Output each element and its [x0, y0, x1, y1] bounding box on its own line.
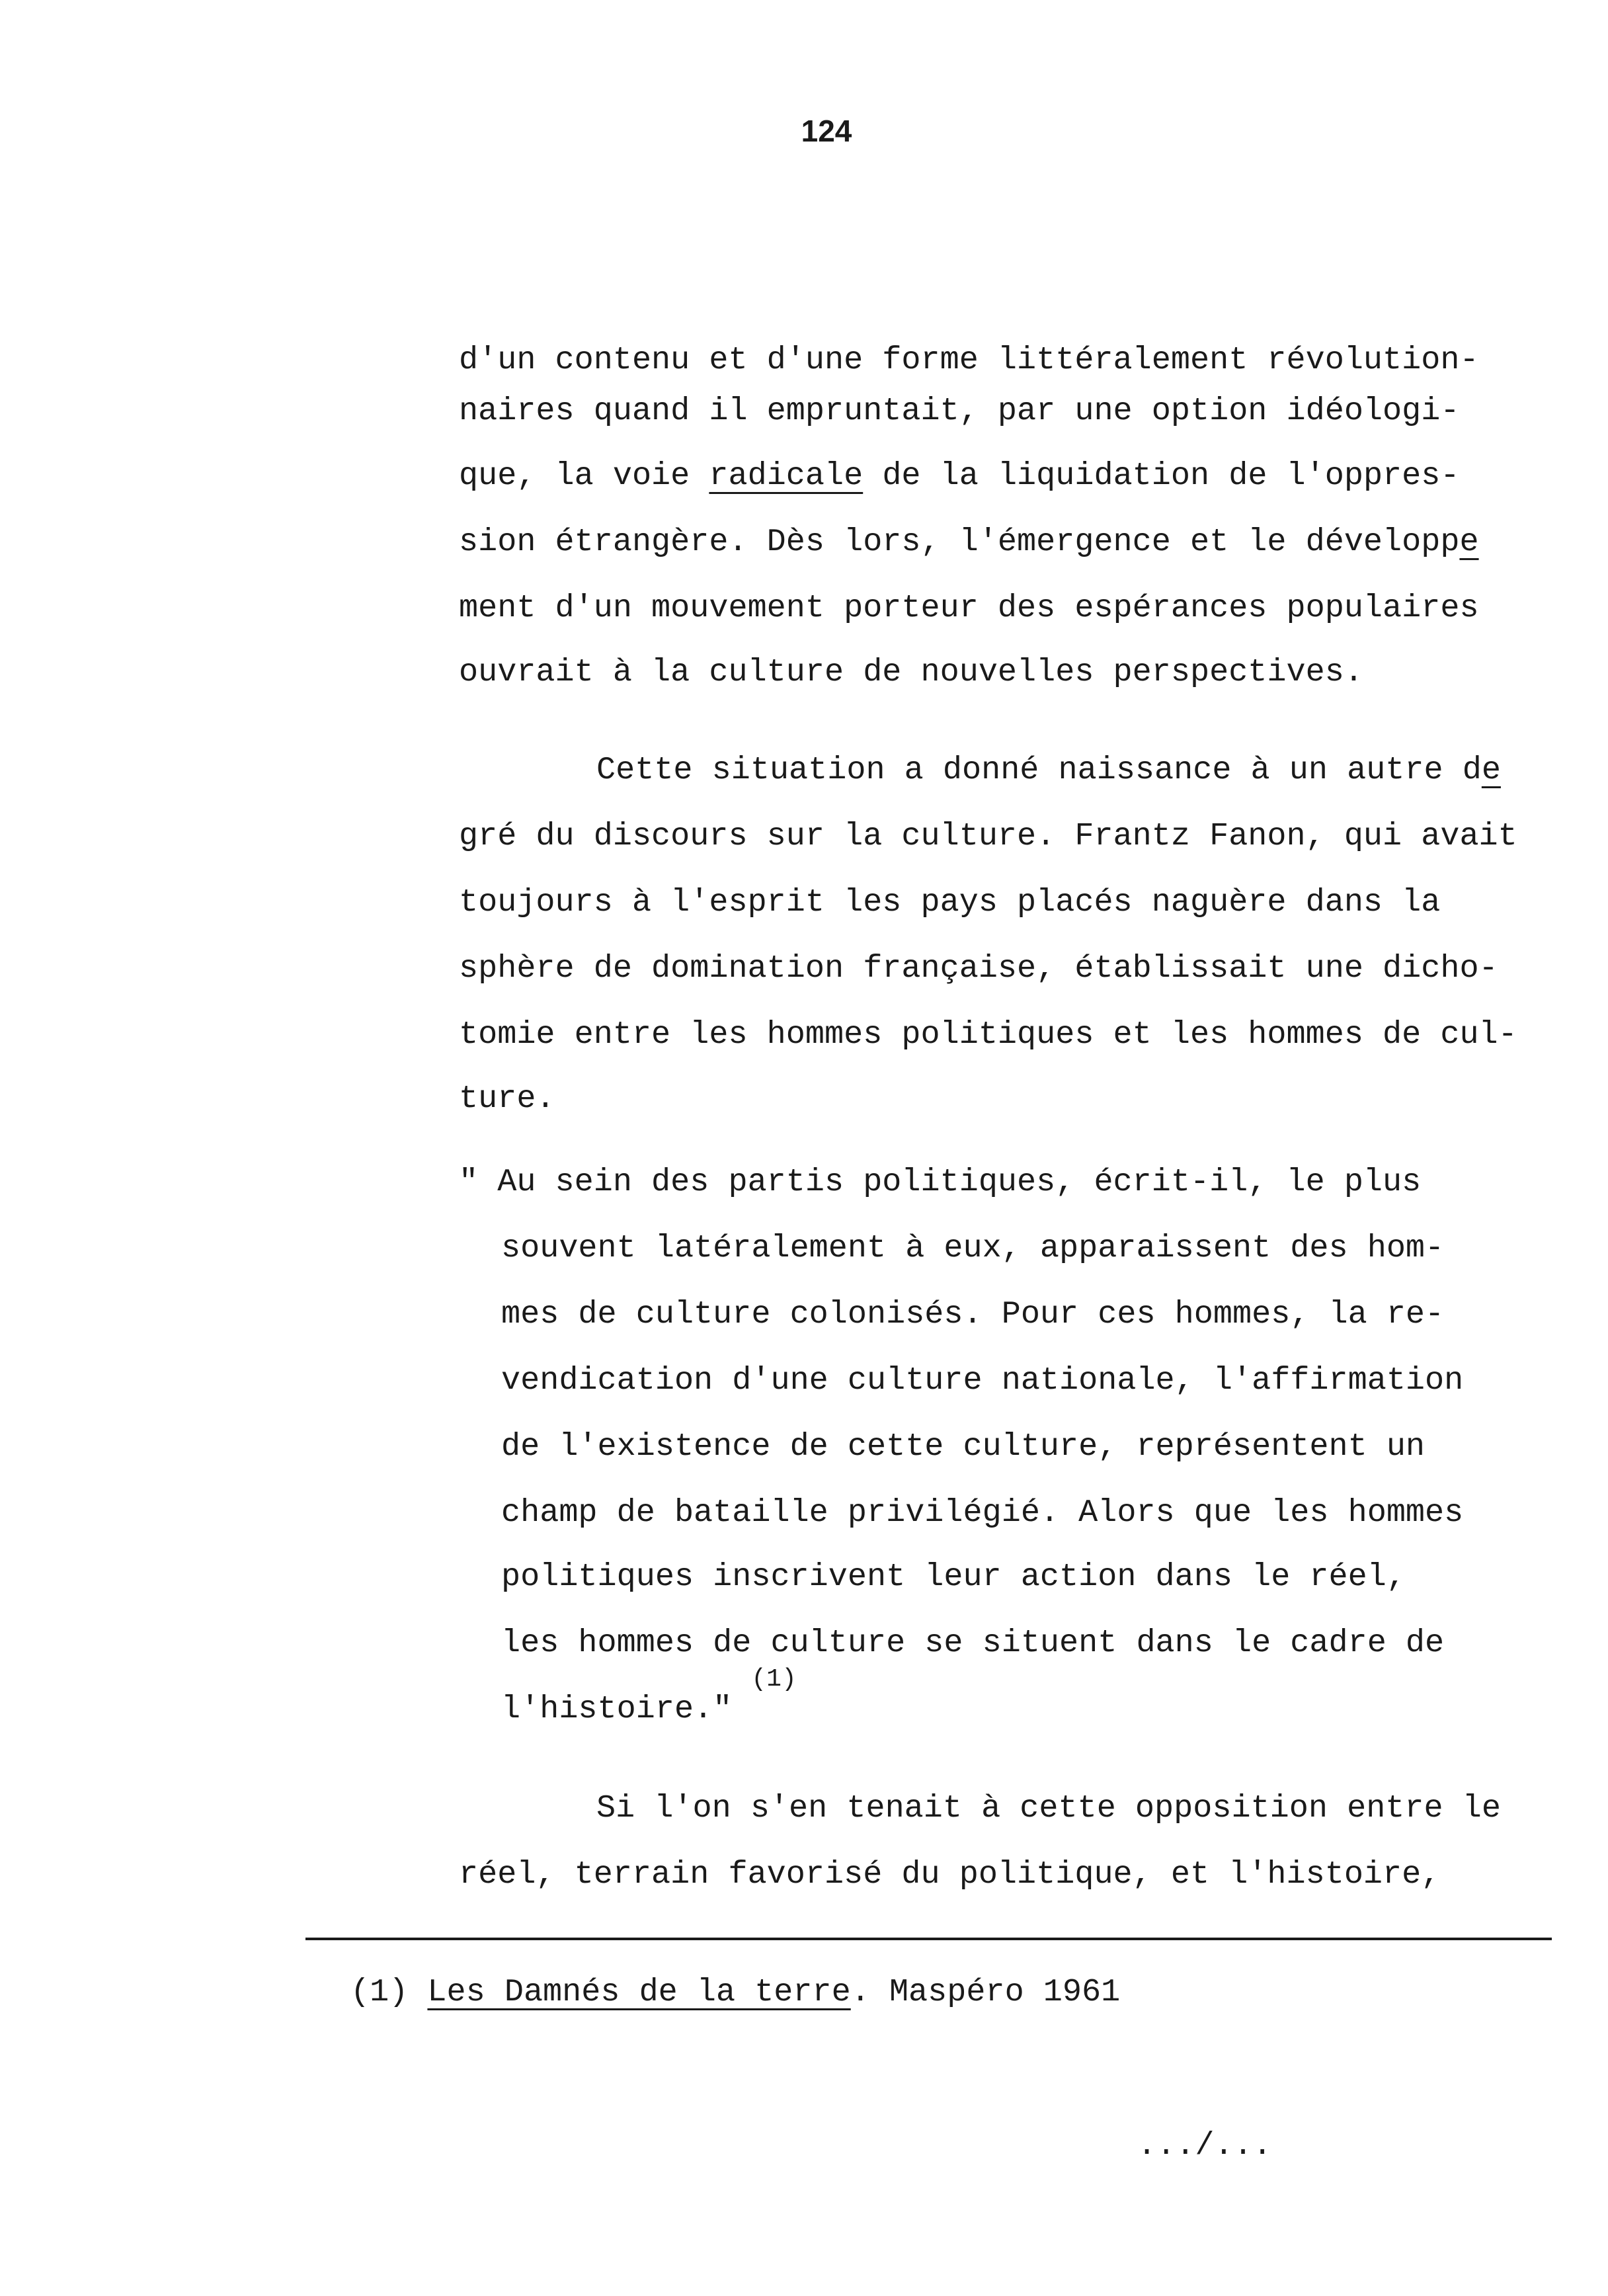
paragraph-1-line-4 — [459, 519, 1479, 565]
quote-line-2: souvent latéralement à eux, apparaissent des hom- — [501, 1230, 1445, 1266]
paragraph-1-line-3 — [459, 453, 1459, 499]
paragraph-1-line-4-start: sion étrangère. Dès lors, l'émergence et le développ — [459, 524, 1460, 560]
footnote — [350, 1969, 1120, 2016]
underlined-hyphen-mark: e — [1481, 752, 1501, 788]
quote-line-7: politiques inscrivent leur action dans le réel, — [501, 1559, 1406, 1595]
page-number: 124 — [801, 114, 852, 148]
paragraph-2-line-3: toujours à l'esprit les pays placés naguère dans la — [459, 884, 1441, 921]
quote-line-1: " Au sein des partis politiques, écrit-il, le plus — [459, 1164, 1422, 1200]
footnote-book-title: Les Damnés de la terre — [427, 1974, 851, 2010]
quote-line-3: mes de culture colonisés. Pour ces hommes, la re- — [501, 1296, 1445, 1332]
paragraph-1-line-3-start: que, la voie — [459, 458, 709, 494]
paragraph-1-line-1: d'un contenu et d'une forme littéralement révolution- — [459, 342, 1479, 378]
underlined-word-radicale: radicale — [709, 458, 864, 494]
quote-line-4: vendication d'une culture nationale, l'affirmation — [501, 1362, 1464, 1399]
underlined-hyphen-mark: e — [1459, 524, 1479, 560]
footnote-publisher: . Maspéro 1961 — [850, 1974, 1121, 2010]
paragraph-2-line-1-start: Cette situation a donné naissance à un autre d — [596, 752, 1482, 788]
paragraph-2-line-6: ture. — [459, 1081, 555, 1117]
paragraph-1-line-6: ouvrait à la culture de nouvelles perspectives. — [459, 654, 1363, 690]
footnote-marker: (1) — [350, 1974, 428, 2010]
paragraph-2-line-4: sphère de domination française, établissait une dicho- — [459, 950, 1498, 987]
footnote-reference: (1) — [751, 1665, 797, 1694]
paragraph-3-line-1: Si l'on s'en tenait à cette opposition entre le — [596, 1790, 1501, 1826]
paragraph-1-line-5: ment d'un mouvement porteur des espérances populaires — [459, 590, 1479, 626]
continuation-mark: .../... — [1137, 2127, 1272, 2164]
paragraph-1-line-2: naires quand il empruntait, par une option idéologi- — [459, 393, 1460, 429]
footnote-divider — [305, 1938, 1552, 1940]
quote-line-6: champ de bataille privilégié. Alors que les hommes — [501, 1495, 1464, 1531]
paragraph-2-line-5: tomie entre les hommes politiques et les hommes de cul- — [459, 1016, 1517, 1053]
quote-line-9 — [501, 1665, 797, 1733]
paragraph-2-line-1 — [596, 747, 1501, 794]
paragraph-1-line-3-end: de la liquidation de l'oppres- — [863, 458, 1460, 494]
quote-line-5: de l'existence de cette culture, représentent un — [501, 1428, 1426, 1465]
paragraph-2-line-2: gré du discours sur la culture. Frantz Fanon, qui avait — [459, 818, 1517, 854]
paragraph-3-line-2: réel, terrain favorisé du politique, et l'histoire, — [459, 1856, 1441, 1893]
quote-line-9-text: l'histoire." — [501, 1691, 752, 1727]
quote-line-8: les hommes de culture se situent dans le cadre de — [501, 1625, 1445, 1661]
